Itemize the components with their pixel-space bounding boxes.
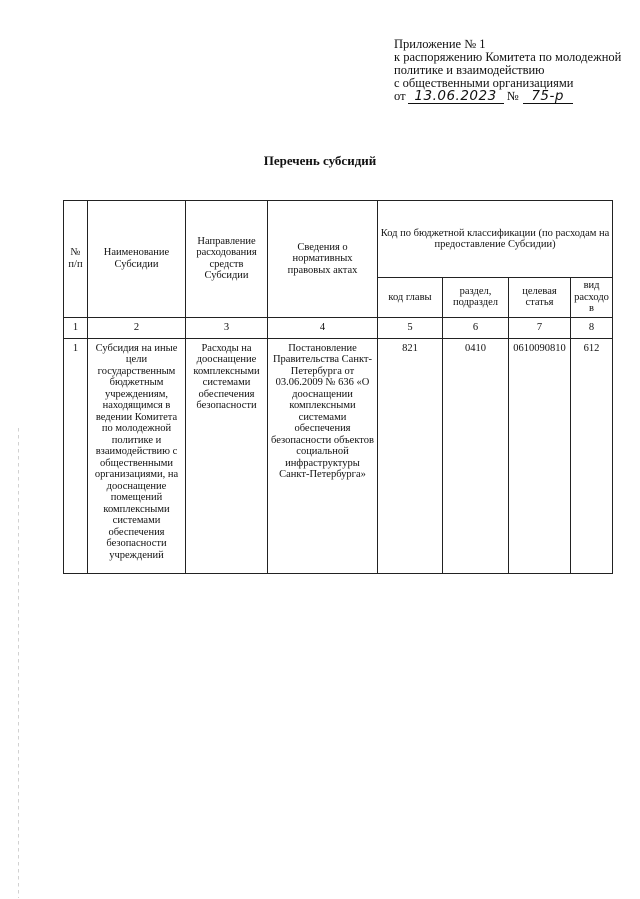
- date-prefix: от: [394, 89, 406, 103]
- header-direction: Направление расходования средств Субсидии: [186, 201, 268, 318]
- column-numbers-row: [64, 317, 613, 338]
- appendix-organizations-line: с общественными организациями: [394, 76, 574, 90]
- column-number: 1: [64, 317, 88, 338]
- appendix-policy-line: политике и взаимодействию: [394, 63, 545, 77]
- handwritten-number: 75-р: [523, 90, 573, 104]
- row-num: 1: [64, 338, 88, 573]
- row-chapter-code: 821: [378, 338, 443, 573]
- header-expense-type: вид расходов: [571, 278, 613, 318]
- document-title: Перечень субсидий: [263, 153, 377, 168]
- header-target-item: целевая статья: [509, 278, 571, 318]
- column-number: 3: [186, 317, 268, 338]
- subsidies-table: [63, 200, 613, 574]
- table-row: [64, 338, 613, 573]
- row-direction: Расходы на дооснащение комплексными системами обеспечения безопасности: [186, 338, 268, 573]
- appendix-order-line: к распоряжению Комитета по молодежной: [394, 50, 622, 64]
- number-prefix: №: [506, 89, 519, 103]
- column-number: 4: [268, 317, 378, 338]
- row-expense-type: 612: [571, 338, 613, 573]
- appendix-header: [394, 38, 638, 104]
- header-name: Наименование Субсидии: [88, 201, 186, 318]
- header-budget-code: Код по бюджетной классификации (по расходам на предоставление Субсидии): [378, 201, 613, 278]
- column-number: 5: [378, 317, 443, 338]
- row-subsidy-name: Субсидия на иные цели государственным бюджетным учреждениям, находящимся в ведении Комитета по молодежной политике и взаимодействию с общественными организациями, на дооснащение помещений комплексными системами обеспечения безопасности учреждений: [88, 338, 186, 573]
- scan-margin-dots: [18, 428, 20, 898]
- handwritten-date: 13.06.2023: [408, 90, 504, 104]
- column-number: 8: [571, 317, 613, 338]
- appendix-title: Приложение № 1: [394, 37, 486, 51]
- column-number: 6: [443, 317, 509, 338]
- header-chapter-code: код главы: [378, 278, 443, 318]
- header-num: № п/п: [64, 201, 88, 318]
- column-number: 2: [88, 317, 186, 338]
- header-acts: Сведения о нормативных правовых актах: [268, 201, 378, 318]
- row-section: 0410: [443, 338, 509, 573]
- header-section: раздел, подраздел: [443, 278, 509, 318]
- row-acts: Постановление Правительства Санкт-Петербурга от 03.06.2009 № 636 «О дооснащении комплексными системами обеспечения безопасности объектов социальной инфраструктуры Санкт-Петербурга»: [268, 338, 378, 573]
- row-target-item: 0610090810: [509, 338, 571, 573]
- appendix-date-number-line: [394, 90, 638, 104]
- column-number: 7: [509, 317, 571, 338]
